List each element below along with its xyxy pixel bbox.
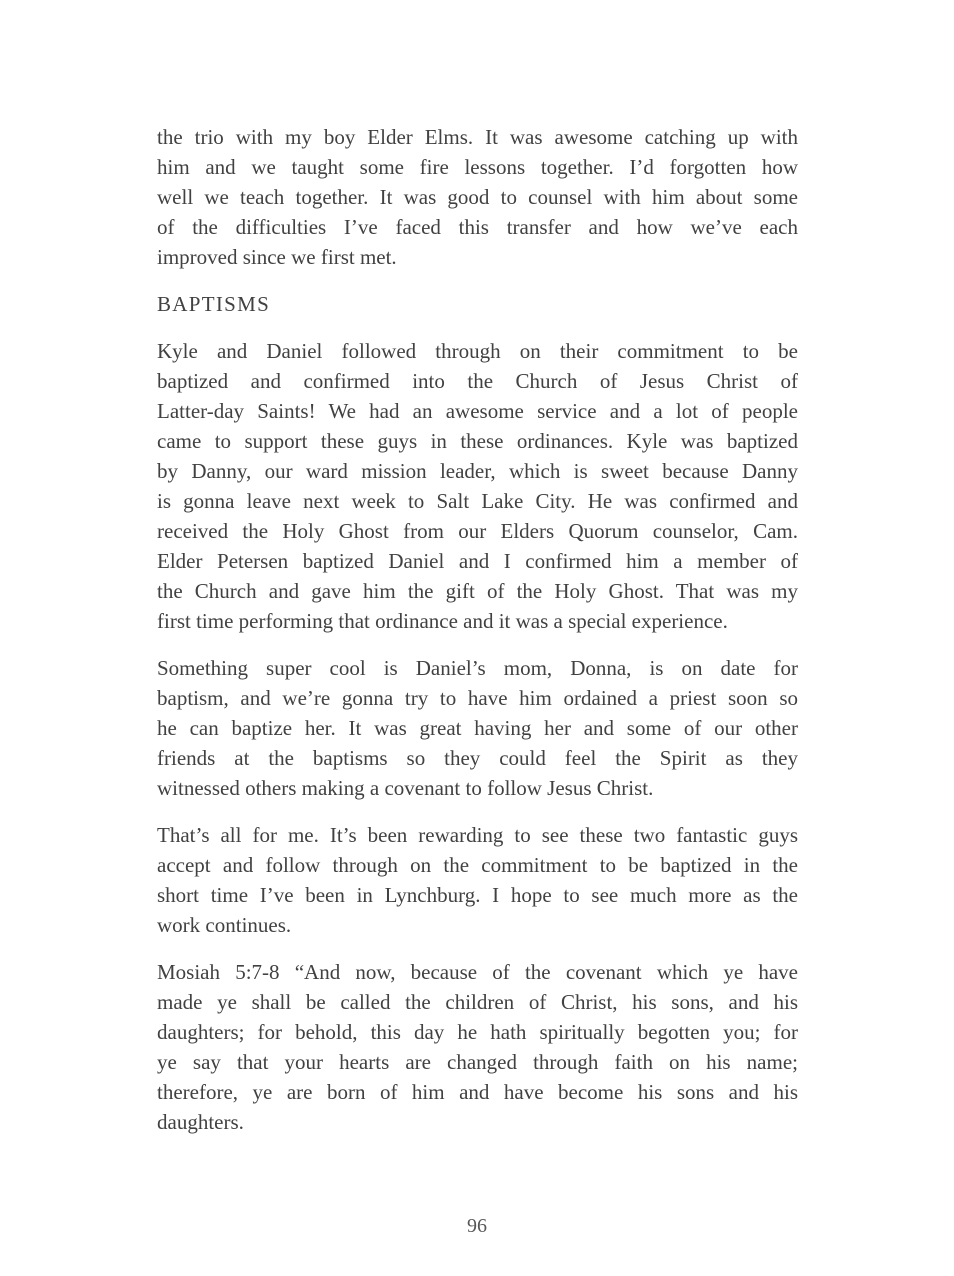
paragraph <box>157 820 798 940</box>
text-line: accept and follow through on the commitment to be baptized in the <box>157 853 798 877</box>
text-line: therefore, ye are born of him and have become his sons and his <box>157 1080 798 1104</box>
paragraph <box>157 122 798 272</box>
text-line: Mosiah 5:7-8 “And now, because of the covenant which ye have <box>157 960 798 984</box>
text-line: made ye shall be called the children of Christ, his sons, and his <box>157 990 798 1014</box>
page-content <box>157 122 798 1154</box>
page-number: 96 <box>467 1215 487 1237</box>
text-line: work continues. <box>157 913 292 937</box>
text-line: Something super cool is Daniel’s mom, Donna, is on date for <box>157 656 798 680</box>
paragraph <box>157 653 798 803</box>
text-line: baptized and confirmed into the Church of Jesus Christ of <box>157 369 798 393</box>
text-line: the Church and gave him the gift of the Holy Ghost. That was my <box>157 579 798 603</box>
text-line: That’s all for me. It’s been rewarding to see these two fantastic guys <box>157 823 798 847</box>
text-line: daughters. <box>157 1110 244 1134</box>
text-line: Kyle and Daniel followed through on their commitment to be <box>157 339 798 363</box>
paragraph <box>157 336 798 636</box>
text-line: him and we taught some fire lessons together. I’d forgotten how <box>157 155 798 179</box>
paragraph <box>157 957 798 1137</box>
text-line: Elder Petersen baptized Daniel and I confirmed him a member of <box>157 549 798 573</box>
text-line: improved since we first met. <box>157 245 397 269</box>
text-line: he can baptize her. It was great having her and some of our other <box>157 716 798 740</box>
text-line: ye say that your hearts are changed through faith on his name; <box>157 1050 798 1074</box>
text-line: friends at the baptisms so they could feel the Spirit as they <box>157 746 798 770</box>
text-line: by Danny, our ward mission leader, which is sweet because Danny <box>157 459 798 483</box>
text-line: well we teach together. It was good to counsel with him about some <box>157 185 798 209</box>
text-line: witnessed others making a covenant to follow Jesus Christ. <box>157 776 654 800</box>
text-line: daughters; for behold, this day he hath spiritually begotten you; for <box>157 1020 798 1044</box>
text-line: of the difficulties I’ve faced this transfer and how we’ve each <box>157 215 798 239</box>
text-line: short time I’ve been in Lynchburg. I hope to see much more as the <box>157 883 798 907</box>
text-line: Latter-day Saints! We had an awesome service and a lot of people <box>157 399 798 423</box>
text-line: the trio with my boy Elder Elms. It was awesome catching up with <box>157 125 798 149</box>
text-line: is gonna leave next week to Salt Lake City. He was confirmed and <box>157 489 798 513</box>
text-line: first time performing that ordinance and it was a special experience. <box>157 609 728 633</box>
text-line: came to support these guys in these ordinances. Kyle was baptized <box>157 429 798 453</box>
text-line: received the Holy Ghost from our Elders Quorum counselor, Cam. <box>157 519 798 543</box>
section-heading: BAPTISMS <box>157 292 271 316</box>
text-line: baptism, and we’re gonna try to have him ordained a priest soon so <box>157 686 798 710</box>
